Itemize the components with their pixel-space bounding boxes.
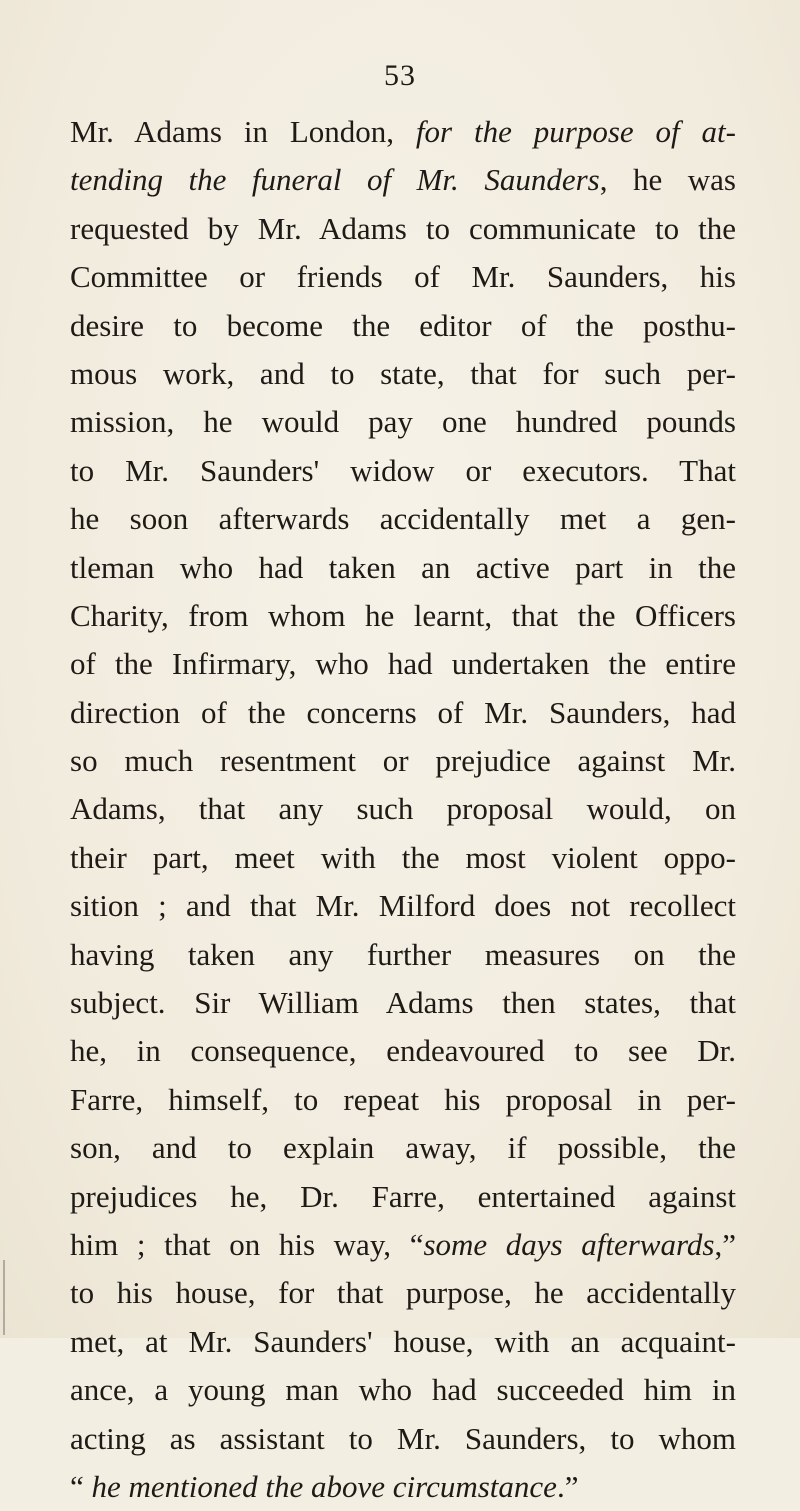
- text-segment: him ; that on his way, “: [70, 1226, 424, 1262]
- text-segment: mission, he would pay one hundred pounds: [70, 404, 736, 440]
- text-line: [70, 1415, 736, 1463]
- text-line: [70, 640, 736, 688]
- text-line: [70, 1173, 736, 1221]
- text-line: [70, 1318, 736, 1366]
- text-line: [70, 1269, 736, 1317]
- text-line: [70, 447, 736, 495]
- text-segment: of the Infirmary, who had undertaken the entire: [70, 646, 736, 682]
- text-line: [70, 1124, 736, 1172]
- text-line: [70, 882, 736, 930]
- text-segment: Charity, from whom he learnt, that the Officers: [70, 597, 736, 633]
- text-segment: so much resentment or prejudice against Mr.: [70, 743, 736, 779]
- text-segment: their part, meet with the most violent oppo-: [70, 839, 736, 875]
- text-line: [70, 544, 736, 592]
- italic-text: for the purpose of at-: [415, 114, 736, 149]
- text-line: [70, 592, 736, 640]
- text-segment: Committee or friends of Mr. Saunders, his: [70, 259, 736, 295]
- text-segment: ance, a young man who had succeeded him in: [70, 1372, 736, 1408]
- text-line: [70, 1463, 736, 1511]
- body-text: [70, 108, 736, 1511]
- text-line: [70, 205, 736, 253]
- text-segment: sition ; and that Mr. Milford does not recollect: [70, 888, 736, 924]
- italic-text: he mentioned the above circumstance: [91, 1468, 557, 1504]
- text-segment: to Mr. Saunders' widow or executors. That: [70, 452, 736, 488]
- text-segment: he, in consequence, endeavoured to see Dr.: [70, 1033, 736, 1069]
- text-line: [70, 1027, 736, 1075]
- text-segment: .”: [556, 1468, 579, 1504]
- italic-text: tending the funeral of Mr. Saunders: [70, 162, 600, 198]
- text-segment: , he was: [599, 162, 736, 198]
- text-segment: mous work, and to state, that for such per-: [70, 355, 736, 391]
- text-line: [70, 495, 736, 543]
- text-segment: Adams, that any such proposal would, on: [70, 791, 736, 827]
- text-line: [70, 737, 736, 785]
- text-segment: having taken any further measures on the: [70, 936, 736, 972]
- text-segment: “: [70, 1468, 92, 1504]
- text-segment: requested by Mr. Adams to communicate to the: [70, 210, 736, 246]
- text-line: [70, 689, 736, 737]
- text-line: [70, 253, 736, 301]
- text-segment: prejudices he, Dr. Farre, entertained against: [70, 1178, 736, 1214]
- text-segment: son, and to explain away, if possible, the: [70, 1130, 736, 1166]
- margin-rule: [3, 1260, 5, 1335]
- text-segment: acting as assistant to Mr. Saunders, to whom: [70, 1420, 736, 1456]
- text-segment: he soon afterwards accidentally met a gen-: [70, 501, 736, 537]
- text-line: [70, 931, 736, 979]
- text-line: [70, 398, 736, 446]
- text-line: [70, 834, 736, 882]
- text-segment: Mr. Adams in London,: [70, 114, 416, 149]
- text-line: [70, 108, 736, 156]
- text-line: [70, 302, 736, 350]
- text-line: [70, 350, 736, 398]
- text-line: [70, 979, 736, 1027]
- text-segment: ,”: [714, 1226, 736, 1262]
- page-number: 53: [384, 59, 416, 92]
- text-line: [70, 1366, 736, 1414]
- text-line: [70, 1221, 736, 1269]
- text-segment: tleman who had taken an active part in the: [70, 549, 736, 585]
- text-segment: met, at Mr. Saunders' house, with an acquaint-: [70, 1323, 736, 1359]
- text-segment: desire to become the editor of the posthu-: [70, 307, 736, 343]
- text-segment: direction of the concerns of Mr. Saunders, had: [70, 694, 736, 730]
- text-line: [70, 156, 736, 204]
- text-segment: subject. Sir William Adams then states, that: [70, 985, 736, 1021]
- italic-text: some days afterwards: [423, 1226, 715, 1262]
- text-line: [70, 785, 736, 833]
- text-line: [70, 1076, 736, 1124]
- text-segment: to his house, for that purpose, he accidentally: [70, 1275, 736, 1311]
- text-segment: Farre, himself, to repeat his proposal in per-: [70, 1081, 736, 1117]
